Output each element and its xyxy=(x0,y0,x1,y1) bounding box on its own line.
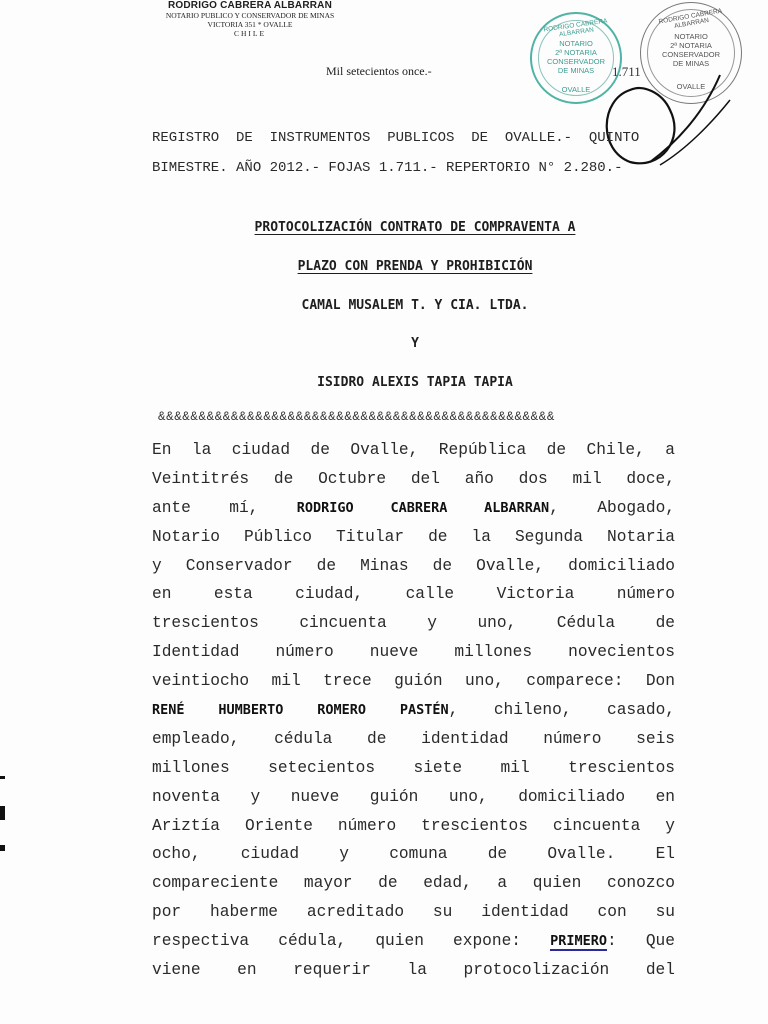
scan-edge-mark xyxy=(0,806,5,820)
body-line: y Conservador de Minas de Ovalle, domiciliado xyxy=(152,556,675,575)
body-line: trescientos cincuenta y uno, Cédula de xyxy=(152,614,675,633)
folio-words: Mil setecientos once.- xyxy=(326,64,432,78)
body-line: Notario Público Titular de la Segunda Notaria xyxy=(152,527,675,546)
party-name: CAMAL MUSALEM T. Y CIA. LTDA. xyxy=(301,298,529,313)
stamp-arc-bottom: OVALLE xyxy=(676,82,706,91)
scan-edge-mark xyxy=(0,845,5,851)
document-title xyxy=(150,220,680,235)
title-line-1: PROTOCOLIZACIÓN CONTRATO DE COMPRAVENTA A xyxy=(254,220,576,235)
stamp-arc-bottom: OVALLE xyxy=(561,85,591,94)
clause-heading: PRIMERO xyxy=(550,933,608,950)
notary-seal-stamp: RODRIGO CABRERA ALBARRAN NOTARIO 2ª NOTARIA CONSERVADOR DE MINAS OVALLE xyxy=(530,12,622,104)
body-line: Identidad número nueve millones novecientos xyxy=(152,643,675,662)
body-line: En la ciudad de Ovalle, República de Chile, a xyxy=(152,441,675,459)
document-title xyxy=(150,259,680,274)
letterhead-country: CHILE xyxy=(233,29,267,38)
body-line: por haberme acreditado su identidad con su xyxy=(152,903,675,922)
body-line: ocho, ciudad y comuna de Ovalle. El xyxy=(152,845,675,864)
registry-line: REGISTRO DE INSTRUMENTOS PUBLICOS DE OVALLE.- QUINTO xyxy=(152,130,640,146)
body-line: RENÉ HUMBERTO ROMERO PASTÉN, chileno, casado, xyxy=(152,701,676,720)
title-line-2: PLAZO CON PRENDA Y PROHIBICIÓN xyxy=(297,259,533,274)
scan-edge-mark xyxy=(0,776,5,779)
body-line: ante mí, RODRIGO CABRERA ALBARRAN, Abogado, xyxy=(152,498,675,517)
body-line: compareciente mayor de edad, a quien conozco xyxy=(152,874,675,893)
stamp-arc-top: RODRIGO CABRERA ALBARRAN xyxy=(543,17,608,39)
notary-seal-stamp: RODRIGO CABRERA ALBARRAN NOTARIO 2ª NOTARIA CONSERVADOR DE MINAS OVALLE xyxy=(640,2,742,104)
body-line: Veintitrés de Octubre del año dos mil doce, xyxy=(152,469,675,488)
letterhead-address: VICTORIA 351 * OVALLE xyxy=(207,20,293,29)
body-line: noventa y nueve guión uno, domiciliado en xyxy=(152,787,675,806)
body-line: veintiocho mil trece guión uno, comparece: Don xyxy=(152,672,675,691)
notary-letterhead xyxy=(150,0,350,38)
separator-line: &&&&&&&&&&&&&&&&&&&&&&&&&&&&&&&&&&&&&&&&&&&&&&&&& xyxy=(158,410,555,424)
stamp-arc-top: RODRIGO CABRERA ALBARRAN xyxy=(658,7,723,30)
body-line: viene en requerir la protocolización del xyxy=(152,961,675,980)
letterhead-title: NOTARIO PUBLICO Y CONSERVADOR DE MINAS xyxy=(165,11,335,20)
document-body xyxy=(152,436,675,985)
folio-number-stamp: 1.711 xyxy=(612,64,641,79)
body-line: empleado, cédula de identidad número seis xyxy=(152,729,675,748)
body-line: millones setecientos siete mil trescientos xyxy=(152,758,675,777)
registry-line: BIMESTRE. AÑO 2012.- FOJAS 1.711.- REPERTORIO N° 2.280.- xyxy=(152,160,623,176)
body-line: Ariztía Oriente número trescientos cincuenta y xyxy=(152,816,675,835)
letterhead-name: RODRIGO CABRERA ALBARRAN xyxy=(167,0,333,11)
party-name: ISIDRO ALEXIS TAPIA TAPIA xyxy=(317,375,513,390)
party-connector: Y xyxy=(411,336,419,351)
body-line: respectiva cédula, quien expone: PRIMERO: Que xyxy=(152,932,675,951)
body-line: en esta ciudad, calle Victoria número xyxy=(152,585,675,604)
